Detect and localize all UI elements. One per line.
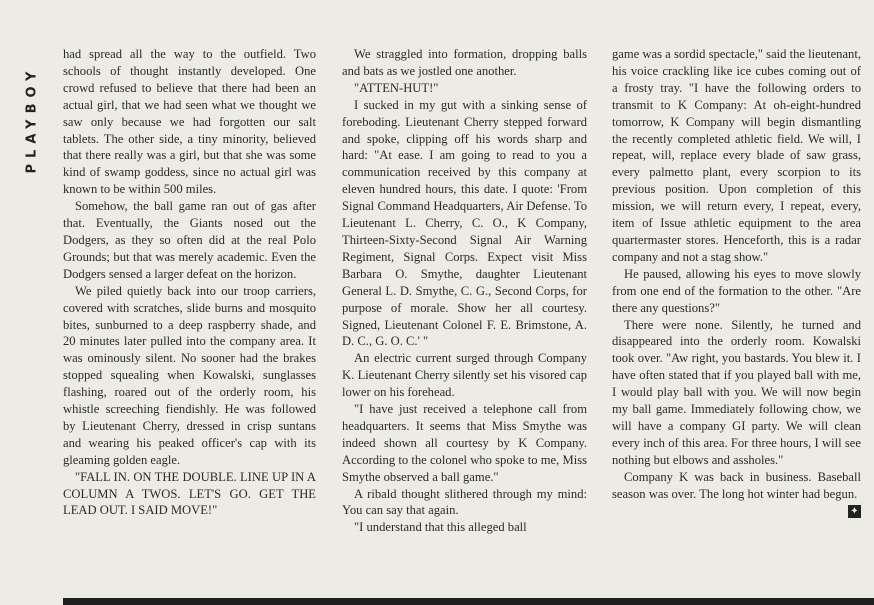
- paragraph: Company K was back in business. Baseball season was over. The long hot winter had begun.: [612, 469, 861, 501]
- paragraph: We piled quietly back into our troop carriers, covered with scratches, slide burns and mosquito bites, sunburned to a deep raspberry shade, and 20 minutes later pulled into the company area. It was ominously silent. No sooner had the brakes stopped squealing when Kowalski, sunglasses flashing, roared out of the orderly room, his whistle screeching fiendishly. He was followed by Lieutenant Cherry, dressed in crisp suntans and wearing his peaked officer's cap with its gleaming golden eagle.: [63, 283, 316, 467]
- paragraph: A ribald thought slithered through my mind: You can say that again.: [342, 486, 587, 518]
- paragraph: There were none. Silently, he turned and disappeared into the orderly room. Kowalski took over. "Aw right, you bastards. You blew it. I have often stated that if you played ball with me, I would play ball with you. We will now begin my ball game. Immediately following chow, we will have a company GI party. We will clean every inch of this area. For three hours, I will see nothing but elbows and assholes.": [612, 317, 861, 467]
- sideline-text: PLAYBOY: [24, 65, 40, 173]
- paragraph: An electric current surged through Company K. Lieutenant Cherry silently set his visored cap lower on his forehead.: [342, 351, 587, 400]
- paragraph: I sucked in my gut with a sinking sense of foreboding. Lieutenant Cherry stepped forward and spoke, clipping off his words sharp and hard: "At ease. I am going to read to you a communication received by this company at eleven hundred hours, this date. I quote: 'From Signal Command Headquarters, Air Defense. To Lieutenant L. Cherry, C. O., K Company, Thirteen-Sixty-Second Signal Air Warning Regiment, Signal Corps. Expect visit Miss Barbara O. Smythe, daughter Lieutenant General L. D. Smythe, C. G., Second Corps, for purpose of morale. Show her all courtesy. Signed, Lieutenant Colonel F. E. Brimstone, A. D. C., G. O. C.' ": [342, 97, 587, 349]
- paragraph: He paused, allowing his eyes to move slowly from one end of the formation to the other. "Are there any questions?": [612, 266, 861, 315]
- article-column-2: [342, 46, 587, 536]
- end-mark-wrapper: [612, 502, 861, 519]
- bunny-end-mark-icon: ✦: [848, 505, 861, 518]
- article-column-1: [63, 46, 316, 519]
- paragraph: game was a sordid spectacle," said the lieutenant, his voice crackling like ice cubes coming out of a frosty tray. "I have the following orders to transmit to K Company: At oh-eight-hundred tomorrow, K Company will begin dismantling the recently completed athletic field. We will, I repeat, will, replace every blade of saw grass, every palmetto plant, every scorpion to its previous position. Upon completion of this mission, we will return every, I repeat, every, item of Issue athletic equipment to the area quartermaster stores. Henceforth, this is a radar company and not a stag show.": [612, 47, 861, 264]
- paragraph: "I have just received a telephone call from headquarters. It seems that Miss Smythe was indeed shown all courtesy by K Company. According to the colonel who spoke to me, Miss Smythe observed a ball game.": [342, 402, 587, 484]
- paragraph: had spread all the way to the outfield. Two schools of thought instantly developed. One crowd refused to believe that there had been an actual girl, that we had seen what we thought we saw only because we had forgotten our salt tablets. The other side, a tiny minority, believed that there really was a girl, but that she was some kind of swamp goddess, since no actual girl was known to be within 500 miles.: [63, 47, 316, 197]
- paragraph: "ATTEN-HUT!": [354, 80, 439, 95]
- paragraph: "FALL IN. ON THE DOUBLE. LINE UP IN A COLUMN A TWOS. LET'S GO. GET THE LEAD OUT. I SAID MOVE!": [63, 469, 316, 518]
- bottom-rule: [63, 598, 874, 605]
- article-column-3: [612, 46, 861, 519]
- magazine-sideline: [22, 44, 42, 194]
- paragraph: We straggled into formation, dropping balls and bats as we jostled one another.: [342, 47, 587, 78]
- paragraph: "I understand that this alleged ball: [354, 520, 527, 535]
- paragraph: Somehow, the ball game ran out of gas after that. Eventually, the Giants nosed out the Dodgers, as they so often did at the real Polo Grounds; but that was merely academic. Even the Dodgers sensed a larger defeat on the horizon.: [63, 199, 316, 281]
